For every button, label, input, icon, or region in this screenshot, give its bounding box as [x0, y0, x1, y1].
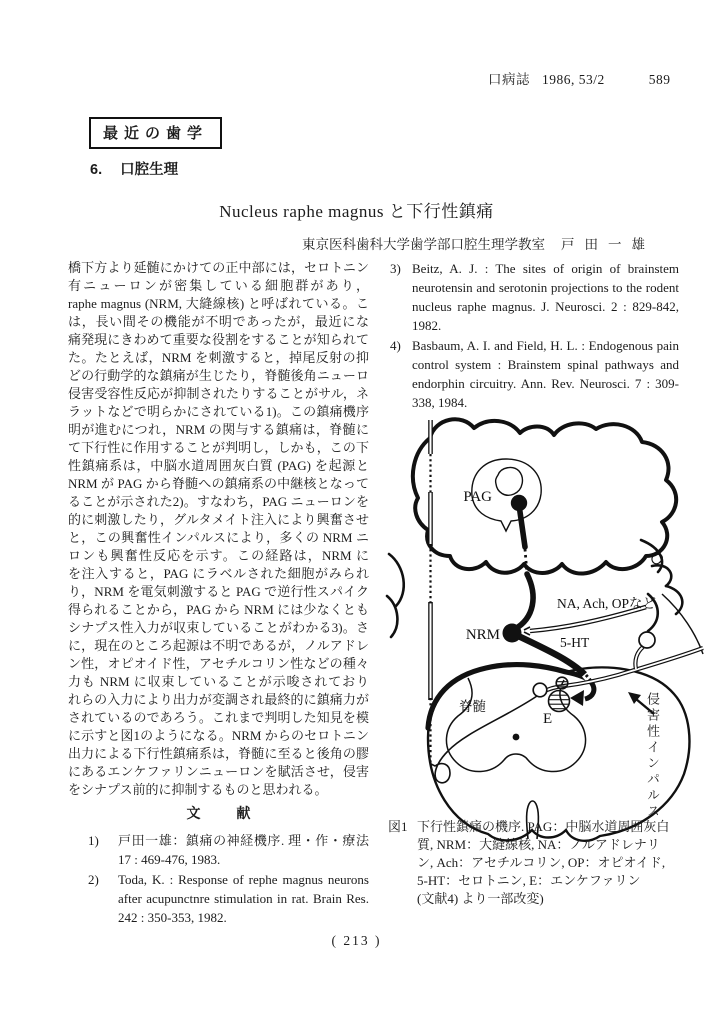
reference-number: 4) [390, 338, 401, 353]
section-heading [90, 158, 178, 179]
body-text-line: シナプス性入力が収束していることがわかる3)。さ [68, 620, 369, 635]
body-text-line: をシナプス前的に抑制するものと思われる。 [68, 782, 328, 797]
reference-item [378, 259, 679, 335]
reference-text: Basbaum, A. I. and Field, H. L. : Endogenous pain control system : Brainstem spinal pathways and endorphin circuitry. Ann. Rev. Neurosci. 7 : 309-338, 1984. [412, 338, 679, 410]
series-box-label: 最近の歯学 [89, 117, 222, 149]
right-column [378, 259, 679, 413]
body-text-line: り，NRM を電気刺激すると PAG で逆行性スパイク [68, 584, 369, 599]
body-text-line: NRM が PAG から脊髄への鎮痛系の中継核となって [68, 476, 369, 491]
drg-soma [639, 632, 655, 648]
figure-caption-line: 下行性鎮痛の機序. PAG：中脳水道周囲灰白 [417, 819, 670, 834]
references-list-right [378, 259, 679, 412]
journal-issue: 1986, 53/2 [542, 72, 605, 87]
body-text-line: raphe magnus (NRM, 大縫線核) と呼ばれている。こ [68, 296, 369, 311]
body-text-line: に，現在のところ起源は不明であるが，ノルアドレ [68, 638, 369, 653]
body-text-line: に示すと図1のようになる。NRM からのセロトニン [68, 728, 369, 743]
inputs-label: NA, Ach, OPなど [557, 596, 657, 611]
body-text [68, 259, 369, 799]
left-column [68, 259, 369, 928]
enkephalin-neuron [549, 691, 570, 712]
reference-item [68, 870, 369, 927]
figure-caption-line: (文献4) より一部改変) [417, 891, 544, 906]
body-text-line: は，長い間その機能が不明であったが，最近にな [68, 314, 369, 329]
reference-item [68, 831, 369, 869]
body-text-line: されているのであろう。これまで判明した知見を模 [68, 710, 369, 725]
article-title: Nucleus raphe magnus と下行性鎮痛 [219, 202, 494, 221]
pag-label: PAG [463, 489, 492, 505]
body-text-line: 痛発現にきわめて重要な役割をすることが知られて [68, 332, 369, 347]
body-text-line: 侵害受容性反応が抑制されたりすることがサル，ネ [68, 386, 369, 401]
section-title: 口腔生理 [120, 162, 179, 178]
pag-nrm-axon-lower [515, 574, 533, 629]
body-text-line: 有ニューロンが密集している細胞群があり， [68, 278, 369, 293]
noxious-impulse-label: 侵害性インパルス [645, 692, 660, 820]
reference-item [378, 336, 679, 412]
figure-caption-body [388, 818, 684, 908]
running-head [488, 68, 671, 88]
figure-caption-line: 質, NRM：大縫線核, NA：ノルアドレナリ [417, 837, 660, 852]
modulatory-input-fiber [524, 607, 646, 635]
central-canal [513, 734, 520, 741]
journal-name: 口病誌 [488, 72, 530, 87]
affiliation: 東京医科歯科大学歯学部口腔生理学教室 [302, 237, 545, 252]
body-text-line: を注入すると，PAG にラベルされた細胞がみられ [68, 566, 369, 581]
body-text-line: ラットなどで明らかにされている1)。この鎮痛機序 [68, 404, 369, 419]
serotonin-label: 5-HT [560, 635, 590, 650]
author-name: 戸田一雄 [561, 237, 655, 252]
enkephalin-terminal [556, 677, 568, 689]
reference-text: Toda, K. : Response of rephe magnus neurons after acupunctnre stimulation in rat. Brain Res. 242 : 350-353, 1982. [118, 872, 369, 925]
pag-neuron-soma [511, 495, 527, 511]
body-text-line: と，この興奮性インパルスにより，多くの NRM ニ [68, 530, 369, 545]
byline [0, 233, 655, 253]
body-text-line: ン性，オピオイド性，アセチルコリン性などの種々 [68, 656, 369, 671]
nrm-neuron-soma [503, 624, 522, 643]
cerebral-aqueduct [496, 468, 523, 496]
reference-text: 戸田一雄：鎮痛の神経機序. 理・作・療法 17 : 469-476, 1983. [118, 833, 369, 867]
figure-caption [388, 818, 684, 908]
reference-number: 1) [88, 833, 99, 848]
reference-number: 3) [390, 261, 401, 276]
figure-caption-label: 図1 [388, 819, 408, 834]
reference-number: 2) [88, 872, 99, 887]
body-text-line: 得られることから，PAG から NRM には少なくとも [68, 602, 369, 617]
figure-caption-line: ン, Ach：アセチルコリン, OP：オピオイド, [417, 855, 666, 870]
body-text-line: 明が進むにつれ，NRM の関与する鎮痛は，脊髄に [68, 422, 369, 437]
references-heading: 文 献 [186, 805, 267, 821]
page-number: 589 [648, 72, 671, 87]
body-text-line: 力も NRM に収束していることが示唆されており [68, 674, 369, 689]
body-text-line: 出力による下行性鎮痛系は，脊髄に至ると後角の膠 [68, 746, 369, 761]
body-text-line: どの行動学的な鎮痛が生じたり，脊髄後角ニューロ [68, 368, 369, 383]
figure-caption-line: 5-HT：セロトニン, E：エンケファリン [417, 873, 641, 888]
synapse-bouton [533, 683, 547, 697]
reference-text: Beitz, A. J. : The sites of origin of brainstem neurotensin and serotonin projections to the rodent nucleus raphe magnus. J. Neurosci. 2 : 829-842, 1982. [412, 261, 679, 333]
midbrain-outline [413, 419, 676, 573]
body-text-line: ロンも興奮性反応を示す。この経路は，NRM に [68, 548, 369, 563]
section-number: 6. [90, 162, 103, 178]
references-list-left [68, 831, 369, 927]
footer-page-number: ( 213 ) [331, 933, 382, 948]
body-text-line: 性鎮痛系は，中脳水道周囲灰白質 (PAG) を起源と [68, 458, 369, 473]
body-text-line: て下行性に作用することが判明し，しかも，この下 [68, 440, 369, 455]
spinal-cord-label: 脊髄 [459, 699, 486, 714]
body-text-line: た。たとえば，NRM を刺激すると，掉尾反射の抑 [68, 350, 369, 365]
body-text-line: にあるエンケファリンニューロンを賦活させ，侵害 [68, 764, 369, 779]
body-text-line: れらの入力により出力が変調され最終的に鎮痛力が [68, 692, 369, 707]
nrm-label: NRM [465, 627, 500, 643]
body-text-line: 的に刺激したり，グルタメイト注入により興奮させ [68, 512, 369, 527]
enkephalin-label: E [543, 711, 553, 727]
body-text-line: 橋下方より延髄にかけての正中部には，セロトニン [68, 260, 369, 275]
body-text-line: ることが示された2)。すなわち，PAG ニューロンを [68, 494, 369, 509]
